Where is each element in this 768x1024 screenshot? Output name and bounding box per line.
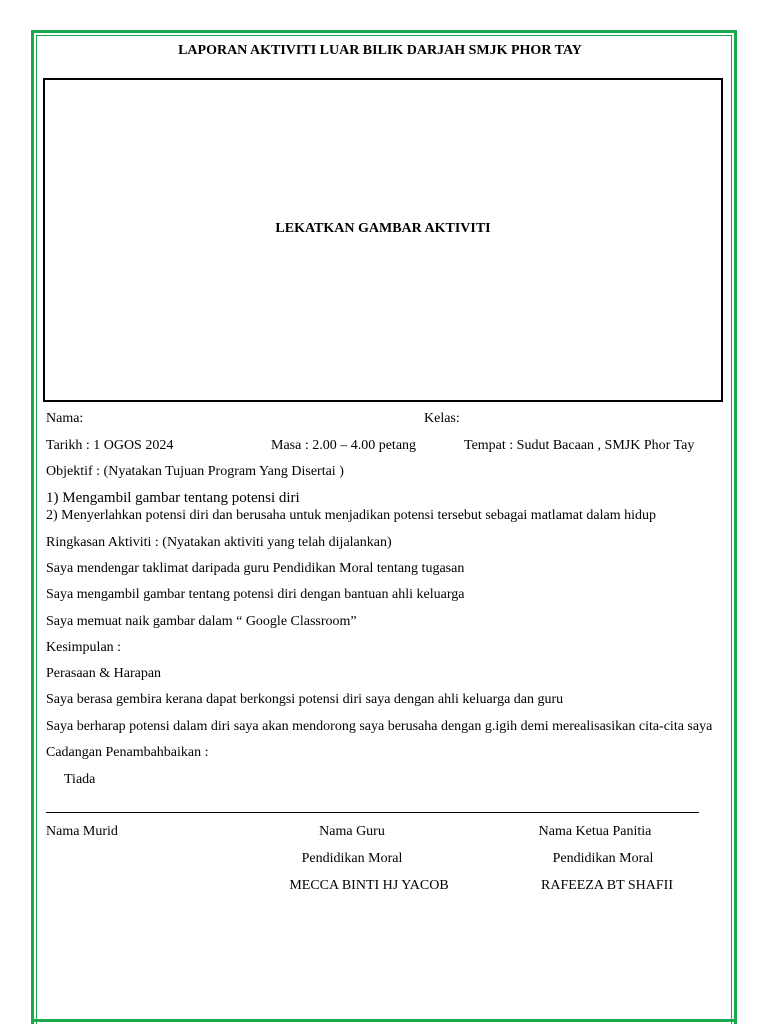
tempat-field: Tempat : Sudut Bacaan , SMJK Phor Tay <box>464 438 695 453</box>
nama-label: Nama: <box>46 411 84 426</box>
document-title: LAPORAN AKTIVITI LUAR BILIK DARJAH SMJK PHOR TAY <box>178 43 582 58</box>
nama-ketua-label: Nama Ketua Panitia <box>538 824 652 839</box>
tarikh-field: Tarikh : 1 OGOS 2024 <box>46 438 174 453</box>
nama-murid-label: Nama Murid <box>46 824 118 839</box>
masa-field: Masa : 2.00 – 4.00 petang <box>271 438 417 453</box>
photo-placeholder-box <box>43 78 723 402</box>
objektif-item: 2) Menyerlahkan potensi diri dan berusaha untuk menjadikan potensi tersebut sebagai matlamat dalam hidup <box>46 508 656 523</box>
ketua-subject: Pendidikan Moral <box>552 851 654 866</box>
objektif-heading: Objektif : (Nyatakan Tujuan Program Yang Disertai ) <box>46 464 344 479</box>
kesimpulan-subheading: Perasaan & Harapan <box>46 666 162 681</box>
ringkasan-line: Saya mendengar taklimat daripada guru Pendidikan Moral tentang tugasan <box>46 561 465 576</box>
guru-subject: Pendidikan Moral <box>301 851 403 866</box>
cadangan-heading: Cadangan Penambahbaikan : <box>46 745 209 760</box>
kesimpulan-heading: Kesimpulan : <box>46 640 122 655</box>
ringkasan-line: Saya memuat naik gambar dalam “ Google Classroom” <box>46 614 357 629</box>
page-border-bottom <box>31 1019 737 1022</box>
nama-guru-label: Nama Guru <box>319 824 385 839</box>
kesimpulan-line: Saya berasa gembira kerana dapat berkongsi potensi diri saya dengan ahli keluarga dan guru <box>46 692 564 707</box>
kesimpulan-line: Saya berharap potensi dalam diri saya akan mendorong saya berusaha dengan g.igih demi merealisasikan cita-cita saya <box>46 719 713 734</box>
objektif-item: 1) Mengambil gambar tentang potensi diri <box>46 490 300 506</box>
photo-placeholder-label: LEKATKAN GAMBAR AKTIVITI <box>275 221 491 236</box>
cadangan-value: Tiada <box>64 772 96 787</box>
ringkasan-line: Saya mengambil gambar tentang potensi diri dengan bantuan ahli keluarga <box>46 587 465 602</box>
ketua-name: RAFEEZA BT SHAFII <box>541 878 673 893</box>
kelas-label: Kelas: <box>424 411 460 426</box>
signature-divider <box>46 812 699 813</box>
guru-name: MECCA BINTI HJ YACOB <box>289 878 449 893</box>
ringkasan-heading: Ringkasan Aktiviti : (Nyatakan aktiviti yang telah dijalankan) <box>46 535 392 550</box>
